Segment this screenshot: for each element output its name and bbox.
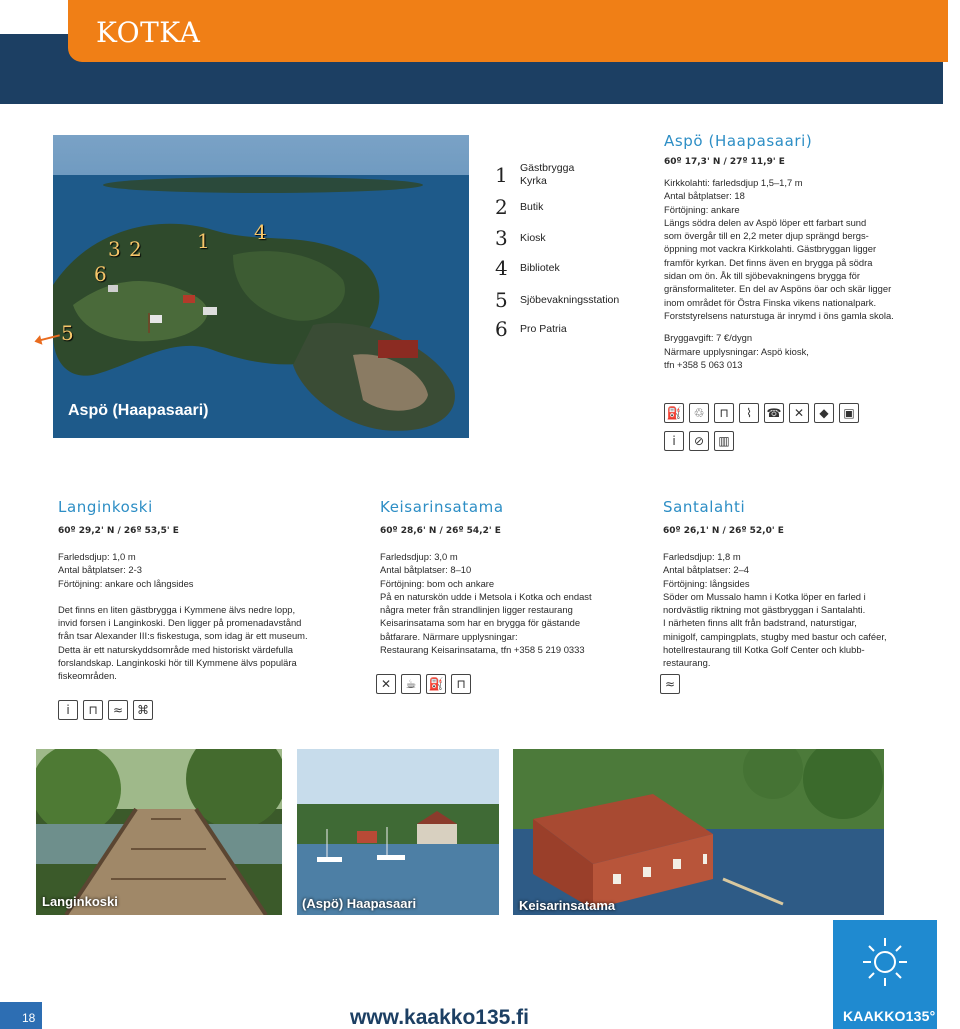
- legend-number: 5: [495, 288, 508, 312]
- text-line: öppning mot vackra Kirkkolahti. Gästbryggan ligger: [664, 243, 877, 255]
- legend-label: Gästbrygga Kyrka: [520, 162, 575, 187]
- page-title: KOTKA: [96, 16, 201, 49]
- text-line: Förtöjning: bom och ankare: [380, 577, 495, 589]
- photo-caption: Langinkoski: [42, 894, 118, 909]
- text-line: Antal båtplatser: 2-3: [58, 564, 142, 576]
- coordinates: 60º 26,1' N / 26º 52,0' E: [663, 526, 784, 536]
- text-line: Farledsdjup: 3,0 m: [380, 551, 458, 562]
- text-line: Antal båtplatser: 18: [664, 190, 745, 202]
- text-line: minigolf, campingplats, stugby med bastur och caféer,: [663, 630, 887, 642]
- text-line: forslandskap. Langinkoski hör till Kymmene älvs populära: [58, 657, 297, 669]
- legend-item: [495, 162, 574, 188]
- sun-icon: [863, 930, 907, 1000]
- text-line: Bryggavgift: 7 €/dygn: [664, 332, 753, 344]
- text-line: Närmare upplysningar: Aspö kiosk,: [664, 345, 809, 357]
- legend-item: [495, 256, 560, 280]
- legend-item: [495, 226, 546, 250]
- coordinates: 60º 29,2' N / 26º 53,5' E: [58, 526, 179, 536]
- map-pin-4: 4: [254, 220, 267, 244]
- text-line: Farledsdjup: 1,8 m: [663, 551, 741, 562]
- cafe-icon: ☕: [401, 674, 421, 694]
- text-line: Antal båtplatser: 2–4: [663, 564, 749, 576]
- service-icons: [376, 674, 471, 694]
- legend-item: [495, 288, 619, 312]
- photo-caption: (Aspö) Haapasaari: [302, 896, 417, 911]
- legend-label: Butik: [520, 200, 544, 213]
- coordinates: 60º 17,3' N / 27º 11,9' E: [664, 157, 785, 167]
- text-line: från tsar Alexander III:s fiskestuga, som idag är ett museum.: [58, 630, 308, 642]
- harbor-keisarinsatama: [380, 498, 640, 656]
- text-line: Restaurang Keisarinsatama, tfn +358 5 219 0333: [380, 644, 585, 656]
- service-icons: [58, 700, 153, 720]
- text-line: Söder om Mussalo hamn i Kotka löper en farled i: [663, 590, 866, 602]
- fishing-icon: ≈: [108, 700, 128, 720]
- text-line: På en naturskön udde i Metsola i Kotka och endast: [380, 590, 592, 602]
- aerial-photo-aspo: [53, 135, 469, 438]
- fuel-icon: ⛽: [664, 403, 684, 423]
- map-pin-2: 2: [129, 237, 142, 261]
- waste-disposal-icon: ⊘: [689, 431, 709, 451]
- legend-number: 2: [495, 195, 508, 219]
- fish-icon: ◆: [814, 403, 834, 423]
- legend-item: [495, 317, 567, 341]
- text-line: hotellrestaurang till Kotka Golf Center och klubb-: [663, 644, 865, 656]
- photo-keisarinsatama: [513, 749, 884, 915]
- text-line: Detta är ett naturskyddsområde med historiskt värdefulla: [58, 643, 294, 655]
- harbor-santalahti: [663, 498, 923, 670]
- harbor-langinkoski: [58, 498, 318, 683]
- map-pin-3: 3: [108, 237, 121, 261]
- harbor-text: [663, 550, 923, 670]
- logo-text: KAAKKO135°: [843, 1008, 936, 1024]
- text-line: gränsformaliteter. En del av Aspöns öar och skär ligger: [664, 283, 892, 295]
- aspo-text: [664, 176, 934, 371]
- shower-icon: ⌇: [739, 403, 759, 423]
- sight-icon: ⌘: [133, 700, 153, 720]
- legend-item: [495, 195, 543, 219]
- text-line: som övergår till en 2,2 meter djup sprängd bergs-: [664, 230, 869, 242]
- fuel-icon: ⛽: [426, 674, 446, 694]
- legend-label: Pro Patria: [520, 322, 567, 335]
- text-line: Keisarinsatama som har en brygga för gästande: [380, 617, 581, 629]
- text-line: I närheten finns allt från badstrand, naturstigar,: [663, 617, 857, 629]
- kaakko135-logo: [833, 920, 937, 1029]
- service-icons: [660, 674, 680, 694]
- phone-icon: ☎: [764, 403, 784, 423]
- legend-label: Sjöbevakningsstation: [520, 293, 620, 306]
- service-icons: [664, 403, 859, 423]
- photo-caption: Keisarinsatama: [519, 898, 616, 913]
- text-line: Farledsdjup: 1,0 m: [58, 551, 136, 562]
- photo-langinkoski: [36, 749, 282, 915]
- toilet-icon: ⊓: [451, 674, 471, 694]
- section-title: Santalahti: [663, 498, 746, 516]
- photo-caption: Aspö (Haapasaari): [68, 402, 209, 419]
- photo-haapasaari: [297, 749, 499, 915]
- bin-icon: ▥: [714, 431, 734, 451]
- harbor-text: [58, 550, 318, 683]
- text-line: Kirkkolahti: farledsdjup 1,5–1,7 m: [664, 177, 803, 188]
- map-pin-6: 6: [94, 262, 107, 286]
- restaurant-icon: ✕: [376, 674, 396, 694]
- text-line: Förtöjning: ankare och långsides: [58, 577, 194, 589]
- text-line: Förtöjning: långsides: [663, 577, 750, 589]
- toilet-icon: ⊓: [83, 700, 103, 720]
- restaurant-icon: ✕: [789, 403, 809, 423]
- text-line: framför kyrkan. Det finns även en brygga på södra: [664, 256, 873, 268]
- text-line: Förtöjning: ankare: [664, 203, 740, 215]
- page-number: 18: [22, 1011, 36, 1025]
- text-line: några meter från strandlinjen ligger restaurang: [380, 604, 573, 616]
- section-title: Aspö (Haapasaari): [664, 132, 813, 150]
- text-line: invid forsen i Langinkoski. Den ligger på promenadavstånd: [58, 617, 302, 629]
- aspo-info: [664, 132, 934, 371]
- coordinates: 60º 28,6' N / 26º 54,2' E: [380, 526, 501, 536]
- text-line: restaurang.: [663, 657, 711, 669]
- service-icons: [664, 431, 734, 451]
- text-line: tfn +358 5 063 013: [664, 358, 743, 370]
- fishing-icon: ≈: [660, 674, 680, 694]
- info-icon: i: [58, 700, 78, 720]
- text-line: nordvästlig riktning mot gästbryggan i Santalahti.: [663, 604, 866, 616]
- shop-cart-icon: ▣: [839, 403, 859, 423]
- legend-label: Bibliotek: [520, 261, 560, 274]
- text-line: fiskeområden.: [58, 670, 117, 682]
- info-icon: i: [664, 431, 684, 451]
- legend-number: 3: [495, 226, 508, 250]
- text-line: Antal båtplatser: 8–10: [380, 564, 472, 576]
- legend-number: 6: [495, 317, 508, 341]
- toilet-icon: ⊓: [714, 403, 734, 423]
- text-line: Forststyrelsens naturstuga är inrymd i öns gamla skola.: [664, 309, 894, 321]
- legend-number: 1: [495, 163, 508, 187]
- section-title: Keisarinsatama: [380, 498, 504, 516]
- text-line: sidan om ön. Åk till sjöbevakningens brygga för: [664, 270, 860, 282]
- legend-label: Kiosk: [520, 231, 546, 244]
- website-link[interactable]: www.kaakko135.fi: [350, 1006, 529, 1029]
- page-number-band: [0, 1002, 42, 1029]
- text-line: båtfarare. Närmare upplysningar:: [380, 630, 518, 642]
- map-pin-5: 5: [61, 321, 74, 345]
- waste-bag-icon: ♲: [689, 403, 709, 423]
- text-line: Det finns en liten gästbrygga i Kymmene älvs nedre lopp,: [58, 603, 296, 615]
- legend-number: 4: [495, 256, 508, 280]
- text-line: Längs södra delen av Aspö löper ett farbart sund: [664, 216, 867, 228]
- harbor-text: [380, 550, 640, 656]
- section-title: Langinkoski: [58, 498, 153, 516]
- map-pin-1: 1: [197, 229, 210, 253]
- text-line: inom området för Östra Finska vikens nationalpark.: [664, 296, 877, 308]
